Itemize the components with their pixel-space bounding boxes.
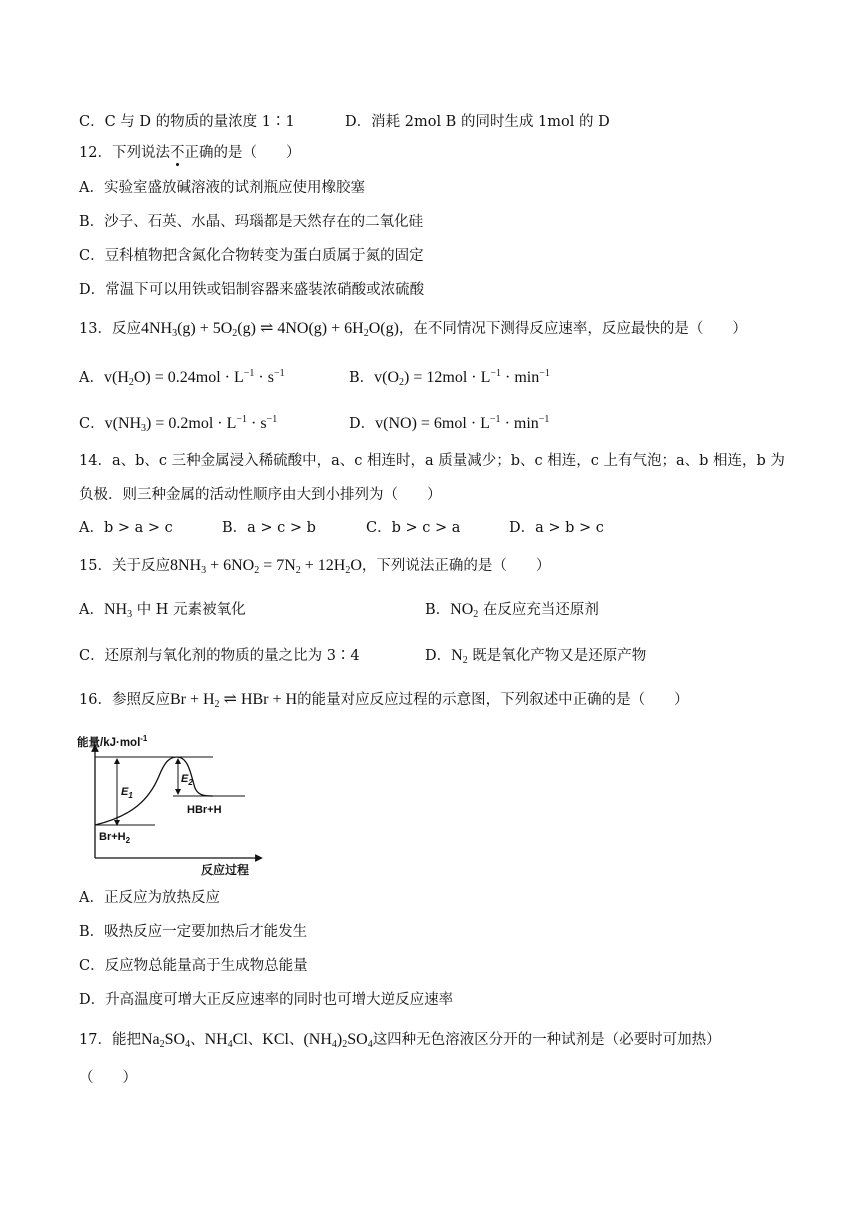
diagram-xlabel: 反应过程 xyxy=(201,863,250,877)
q14-stem-line2: 负极．则三种金属的活动性顺序由大到小排列为（ ） xyxy=(79,487,442,503)
q13-option-d: D．$v(NO) = 6mol \cdot L^{-1} \cdot \min^{-1}$ xyxy=(349,414,550,432)
q17-answer-blank: （ ） xyxy=(79,1070,137,1086)
q12-option-b: B．沙子、石英、水晶、玛瑙都是天然存在的二氧化硅 xyxy=(79,214,424,230)
q13-option-b: B．$v(O_2) = 12mol \cdot L^{-1} \cdot \min^{-1}$ xyxy=(349,368,550,388)
q12-option-a: A．实验室盛放碱溶液的试剂瓶应使用橡胶塞 xyxy=(79,180,365,196)
q16-stem: 16．参照反应$Br + H_2$ ⇌ HBr + H的能量对应反应过程的示意图，下列叙述中正确的是（ ） xyxy=(79,691,689,710)
products-label: HBr+H xyxy=(187,804,222,816)
q16-equation: $Br + H_2$ ⇌ HBr + H xyxy=(169,691,298,710)
q12-option-d: D．常温下可以用铁或铝制容器来盛装浓硝酸或浓硫酸 xyxy=(79,282,425,298)
q13-option-c: C．$v(NH_3) = 0.2mol \cdot L^{-1} \cdot s^{-1}$ xyxy=(79,414,278,434)
e1-label: $E_1$ xyxy=(121,786,133,800)
q15-equation: $8NH_3 + 6NO_2 = 7N_2 + 12H_2O$ xyxy=(169,557,362,576)
reactants-label: $Br+H_2$ xyxy=(99,831,131,845)
q13-option-a: A．$v(H_2O) = 0.24mol \cdot L^{-1} \cdot s^{-1}$ xyxy=(79,368,285,388)
q15-option-d: D．$N_2$ 既是氧化产物又是还原产物 xyxy=(425,647,647,666)
q17-stem: 17．能把$Na_2SO_4$、$NH_4Cl$、KCl、$(NH_4)_2SO_4$这四种无色溶液区分开的一种试剂是（必要时可加热） xyxy=(79,1031,721,1050)
q16-option-c: C．反应物总能量高于生成物总能量 xyxy=(79,958,308,974)
q14-option-c: C．b > c > a xyxy=(366,520,461,536)
q14-option-a: A．b > a > c xyxy=(79,520,173,536)
q15-option-b: B．$NO_2$ 在反应充当还原剂 xyxy=(425,601,599,620)
q14-option-d: D．a > b > c xyxy=(509,520,604,536)
q14-stem-line1: 14．a、b、c 三种金属浸入稀硫酸中，a、c 相连时，a 质量减少；b、c 相连，c 上有气泡；a、b 相连，b 为 xyxy=(79,453,785,469)
q13-equation: $4NH_3(g) + 5O_2(g)$ ⇌ $4NO(g) + 6H_2O(g)$ xyxy=(140,320,399,339)
diagram-ylabel: 能量/kJ·mol$^{-1}$ xyxy=(77,734,148,749)
emphasis-dot-not: 不 xyxy=(169,145,185,161)
q15-option-a: A．$NH_3$ 中 H 元素被氧化 xyxy=(79,601,246,620)
q13-stem: 13．反应$4NH_3(g) + 5O_2(g)$ ⇌ $4NO(g) + 6H_2O(g)$，在不同情况下测得反应速率，反应最快的是（ ） xyxy=(79,320,747,339)
q11-option-d: D．消耗 2mol B 的同时生成 1mol 的 D xyxy=(345,114,610,130)
energy-diagram xyxy=(77,728,267,878)
q12-option-c: C．豆科植物把含氮化合物转变为蛋白质属于氮的固定 xyxy=(79,248,424,264)
q15-option-c: C．还原剂与氧化剂的物质的量之比为 3∶4 xyxy=(79,648,360,664)
e2-label: $E_2$ xyxy=(181,773,193,787)
q16-option-b: B．吸热反应一定要加热后才能发生 xyxy=(79,924,308,940)
q16-option-a: A．正反应为放热反应 xyxy=(79,890,220,906)
q15-stem: 15．关于反应$8NH_3 + 6NO_2 = 7N_2 + 12H_2O$，下列说法正确的是（ ） xyxy=(79,557,551,576)
q11-option-c: C．C 与 D 的物质的量浓度 1∶1 xyxy=(79,114,295,130)
q14-option-b: B．a > c > b xyxy=(222,520,316,536)
q16-option-d: D．升高温度可增大正反应速率的同时也可增大逆反应速率 xyxy=(79,992,454,1008)
q12-stem: 12．下列说法不正确的是（ ） xyxy=(79,145,301,161)
